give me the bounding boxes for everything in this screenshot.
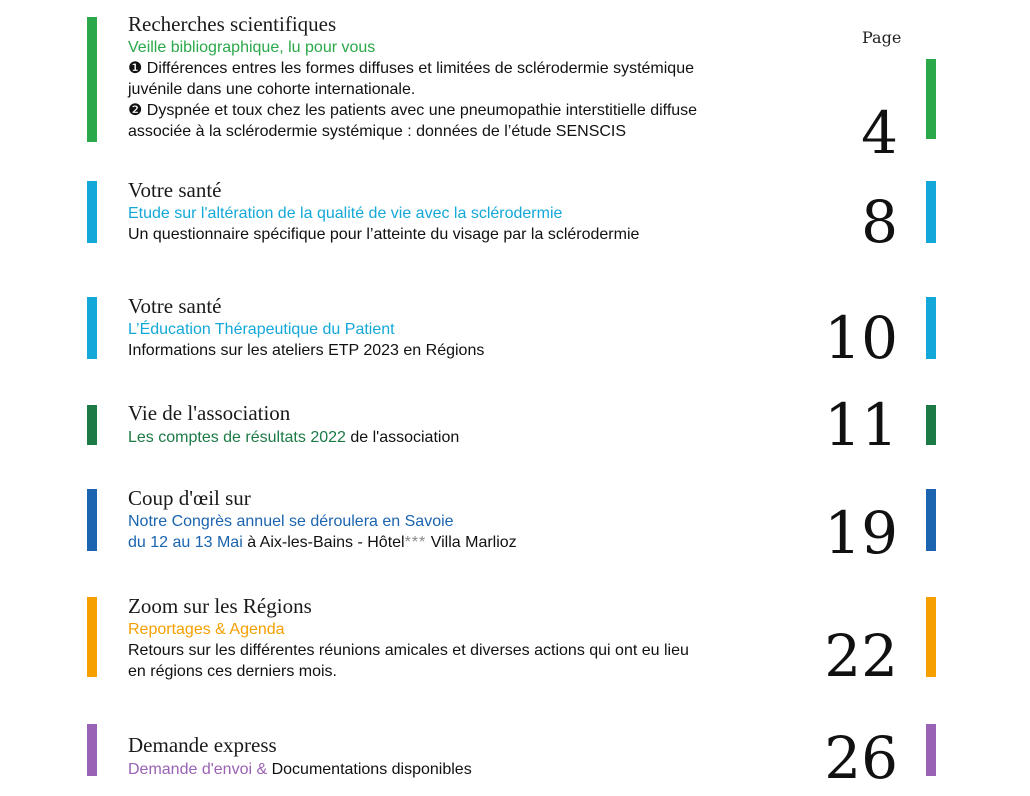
entry-description-line: Retours sur les différentes réunions amicales et diverses actions qui ont eu lieu [128, 642, 689, 659]
entry-text [128, 486, 828, 553]
entry-subtitle-rest: de l'association [345, 429, 460, 446]
entry-subtitle: Etude sur l'altération de la qualité de vie avec la sclérodermie [128, 205, 563, 222]
section-title: Demande express [128, 733, 277, 757]
section-color-bar-right [926, 489, 936, 551]
section-color-bar-right [926, 405, 936, 445]
section-title: Votre santé [128, 178, 222, 202]
entry-description-line: Informations sur les ateliers ETP 2023 en Régions [128, 342, 485, 359]
toc-entry-association[interactable] [0, 391, 1030, 459]
section-title: Coup d'œil sur [128, 486, 251, 510]
hotel-name: Villa Marlioz [426, 534, 517, 551]
section-color-bar-right [926, 181, 936, 243]
section-color-bar [87, 297, 97, 359]
section-title: Zoom sur les Régions [128, 594, 312, 618]
entry-text [128, 733, 828, 780]
section-title: Vie de l'association [128, 401, 291, 425]
entry-subtitle-line [128, 759, 828, 780]
entry-subtitle: L’Éducation Thérapeutique du Patient [128, 321, 395, 338]
toc-entry-coup-doeil[interactable] [0, 486, 1030, 567]
section-color-bar [87, 181, 97, 243]
toc-entry-regions[interactable] [0, 594, 1030, 690]
section-color-bar [87, 489, 97, 551]
page-column-label: Page [862, 28, 902, 47]
entry-text [128, 12, 828, 142]
toc-entry-votre-sante-2[interactable] [0, 294, 1030, 372]
event-location: à Aix-les-Bains - Hôtel [242, 534, 405, 551]
section-color-bar-right [926, 297, 936, 359]
entry-description-line: juvénile dans une cohorte internationale. [128, 81, 416, 98]
toc-entry-demande-express[interactable] [0, 724, 1030, 793]
entry-subtitle: Demande d'envoi & [128, 761, 268, 778]
page-number: 10 [824, 304, 898, 372]
entry-text [128, 594, 828, 682]
entry-subtitle-line [128, 427, 828, 448]
section-color-bar [87, 597, 97, 677]
page-number: 26 [824, 724, 898, 792]
page-number: 8 [861, 188, 898, 256]
entry-subtitle: Veille bibliographique, lu pour vous [128, 39, 376, 56]
section-color-bar-right [926, 724, 936, 776]
page-number: 22 [824, 622, 898, 690]
toc-entry-recherches[interactable] [0, 12, 1030, 167]
event-dates: du 12 au 13 Mai [128, 534, 243, 551]
entry-subtitle: Notre Congrès annuel se déroulera en Savoie [128, 513, 454, 530]
section-color-bar-right [926, 597, 936, 677]
page-number: 4 [861, 99, 898, 167]
section-title: Votre santé [128, 294, 222, 318]
section-title: Recherches scientifiques [128, 12, 337, 36]
page-number: 11 [824, 391, 898, 459]
entry-subtitle: Reportages & Agenda [128, 621, 285, 638]
section-color-bar [87, 724, 97, 776]
entry-text [128, 294, 828, 361]
entry-subtitle: Les comptes de résultats 2022 [128, 429, 346, 446]
entry-description-line: ❶ Différences entres les formes diffuses et limitées de sclérodermie systémique [128, 60, 694, 77]
entry-description-line: associée à la sclérodermie systémique : données de l’étude SENSCIS [128, 123, 627, 140]
section-color-bar-right [926, 59, 936, 139]
entry-text [128, 401, 828, 448]
entry-description-line [128, 532, 828, 553]
page-number: 19 [824, 499, 898, 567]
entry-description-line: Un questionnaire spécifique pour l’atteinte du visage par la sclérodermie [128, 226, 640, 243]
entry-description-line: en régions ces derniers mois. [128, 663, 337, 680]
entry-subtitle-rest: Documentations disponibles [267, 761, 472, 778]
entry-text [128, 178, 828, 245]
hotel-stars-icon: *** [404, 534, 427, 551]
section-color-bar [87, 17, 97, 142]
section-color-bar [87, 405, 97, 445]
toc-entry-votre-sante-1[interactable] [0, 178, 1030, 256]
entry-description-line: ❷ Dyspnée et toux chez les patients avec une pneumopathie interstitielle diffuse [128, 102, 698, 119]
